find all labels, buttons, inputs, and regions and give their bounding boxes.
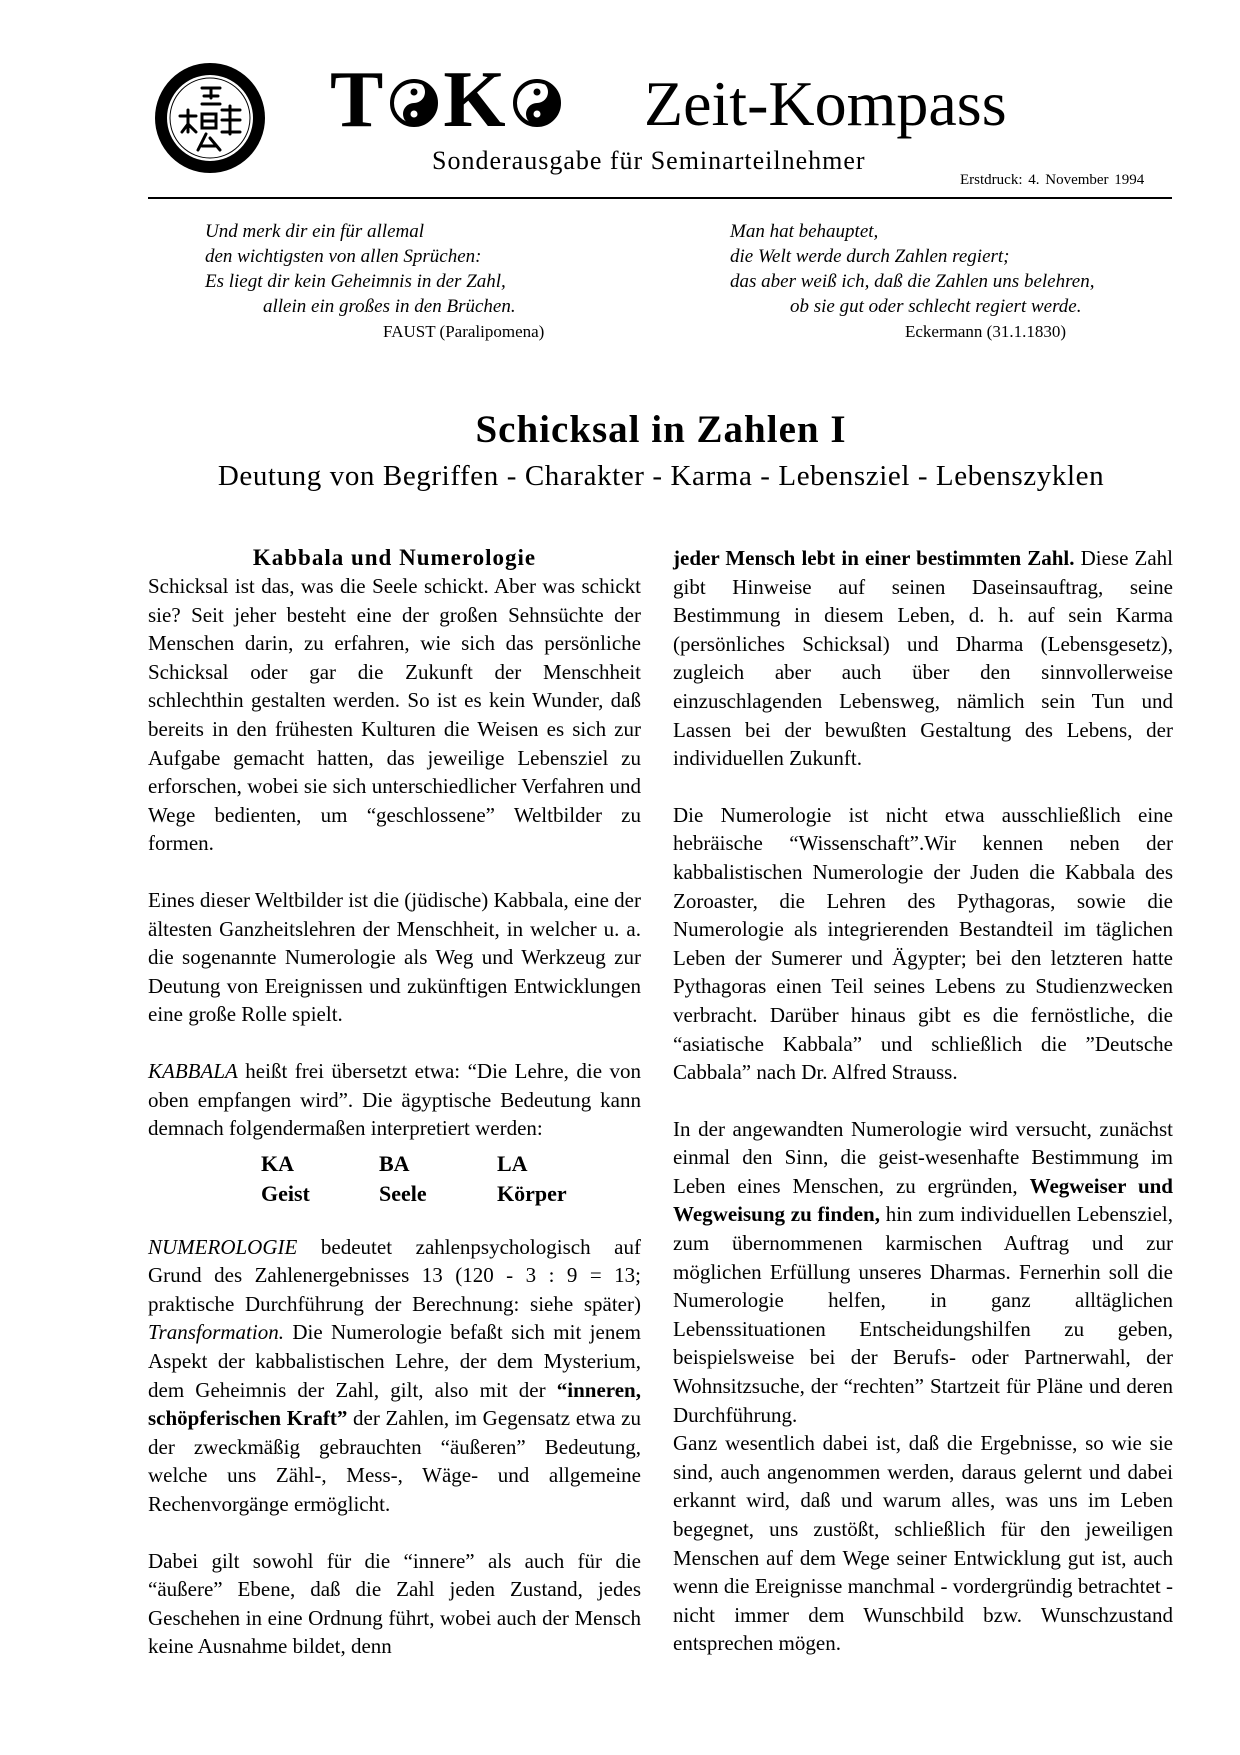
- kabbala-table: [261, 1149, 615, 1209]
- paragraph-text: der Zahlen, im Gegensatz etwa zu der zweckmäßig gebrauchten “äußeren” Bedeutung, welche uns Zähl-, Mess-, Wäge- und allgemeine Rechenvorgänge ermöglicht.: [148, 1406, 641, 1517]
- paragraph: Dabei gilt sowohl für die “innere” als auch für die “äußere” Ebene, daß die Zahl jeden Zustand, jedes Geschehen in eine Ordnung führt, wobei auch der Mensch keine Ausnahme bildet, denn: [148, 1548, 641, 1659]
- table-cell: Körper: [497, 1180, 567, 1206]
- paragraph-text: bedeutet zahlenpsychologisch auf Grund des Zahlenergebnisses 13 (120 - 3 : 9 = 13; praktische Durchführung der Berechnung: siehe später): [148, 1234, 641, 1316]
- paragraph-text: hin zum individuellen Lebensziel, zum übernommenen karmischen Auftrag und zur möglichen Erfüllung unseres Dharmas. Fernerhin soll die Numerologie helfen, in ganz alltäglichen Lebenssituationen Entscheidungshilfen zu geben, beispielsweise bei der Berufs- oder Partnerwahl, der Wohnsitzsuche, der “rechten” Startzeit für Pläne und deren Durchführung.: [673, 1202, 1173, 1427]
- yin-yang-icon: [512, 78, 562, 128]
- paragraph: [673, 1115, 1173, 1430]
- term-transformation: Transformation.: [148, 1320, 284, 1345]
- quote-line: die Welt werde durch Zahlen regiert;: [730, 246, 1010, 267]
- table-cell: Geist: [261, 1180, 310, 1206]
- quote-faust: [205, 219, 645, 344]
- paragraph-text: Diese Zahl gibt Hinweise auf seinen Daseinsauftrag, seine Bestimmung in diesem Leben, d. h. auf sein Karma (persönliches Schicksal) und Dharma (Lebensgesetz), zugleich aber auch über den sinnvollerweise einzuschlagenden Lebensweg, nämlich sein Tun und Lassen bei der bewußten Gestaltung des Lebens, der individuellen Zukunft.: [673, 546, 1174, 771]
- paragraph: Eines dieser Weltbilder ist die (jüdische) Kabbala, eine der ältesten Ganzheitslehren der Menschheit, in welcher u. a. die sogenannte Numerologie als Weg und Werkzeug zur Deutung von Ereignissen und zukünftigen Entwicklungen eine große Rolle spielt.: [148, 887, 641, 1027]
- table-cell: BA: [379, 1150, 410, 1176]
- brand-logotype: [330, 56, 566, 144]
- paragraph: [148, 1233, 641, 1519]
- article-subtitle: Deutung von Begriffen - Charakter - Karma - Lebensziel - Lebenszyklen: [217, 460, 1105, 492]
- paragraph-text: Die Numerologie befaßt sich mit jenem Aspekt der kabbalistischen Lehre, der dem Mysterium, dem Geheimnis der Zahl, gilt, also mit der: [148, 1320, 641, 1402]
- paragraph-text: In der angewandten Numerologie wird versucht, zunächst einmal den Sinn, die geist-wesenhafte Bestimmung im Leben eines Menschen, zu ergründen,: [673, 1116, 1173, 1198]
- quote-line: ob sie gut oder schlecht regiert werde.: [790, 296, 1082, 317]
- paragraph-text: heißt frei übersetzt etwa: “Die Lehre, die von oben empfangen wird”. Die ägyptische Bedeutung kann demnach folgendermaßen interpretiert werden:: [148, 1058, 641, 1141]
- article-title: Schicksal in Zahlen I: [475, 408, 847, 451]
- paragraph: Schicksal ist das, was die Seele schickt. Aber was schickt sie? Seit jeher besteht eine der großen Sehnsüchte der Menschen darin, zu erfahren, wie sich das persönliche Schicksal oder gar die Zukunft der Menschheit schlechthin gestalten werden. So ist es kein Wunder, daß bereits in den frühesten Kulturen die Weisen es sich zur Aufgabe gemacht hatten, das jeweilige Lebensziel zu erforschen, wobei sie sich unterschiedlicher Verfahren und Wege bedienten, um “geschlossene” Weltbilder zu formen.: [148, 574, 641, 856]
- section-heading: Kabbala und Numerologie: [252, 545, 537, 570]
- paragraph: [673, 544, 1173, 773]
- brand-letter-t: T: [330, 56, 386, 144]
- table-row: [261, 1149, 615, 1179]
- right-column: [673, 544, 1173, 1658]
- yin-yang-icon: [389, 78, 439, 128]
- table-cell: KA: [261, 1150, 294, 1176]
- quote-source: FAUST (Paralipomena): [383, 322, 545, 341]
- brand-letter-k: K: [443, 56, 508, 144]
- header-divider: [148, 197, 1172, 199]
- table-row: [261, 1179, 615, 1209]
- masthead-title: Zeit-Kompass: [644, 68, 1007, 139]
- table-cell: Seele: [379, 1180, 427, 1206]
- left-column: [148, 544, 641, 1661]
- emphasis: Wegweiser und Wegweisung zu finden,: [673, 1173, 1173, 1227]
- paragraph: [148, 1057, 641, 1143]
- term-kabbala: KABBALA: [148, 1058, 238, 1083]
- table-cell: LA: [497, 1150, 528, 1176]
- quote-line: das aber weiß ich, daß die Zahlen uns belehren,: [730, 271, 1095, 292]
- quote-source: Eckermann (31.1.1830): [905, 322, 1066, 341]
- emphasis: “inneren, schöpferischen Kraft”: [148, 1377, 641, 1431]
- masthead-subtitle: Sonderausgabe für Seminarteilnehmer: [432, 146, 866, 175]
- quote-line: Und merk dir ein für allemal: [205, 221, 425, 242]
- emphasis: jeder Mensch lebt in einer bestimmten Zahl.: [673, 546, 1075, 570]
- seal-logo: [150, 58, 270, 178]
- quote-line: Es liegt dir kein Geheimnis in der Zahl,: [205, 271, 506, 292]
- print-date: Erstdruck: 4. November 1994: [960, 172, 1145, 188]
- quote-line: Man hat behauptet,: [730, 221, 879, 242]
- term-numerologie: NUMEROLOGIE: [148, 1234, 298, 1259]
- paragraph: Ganz wesentlich dabei ist, daß die Ergebnisse, so wie sie sind, auch angenommen werden, daraus gelernt und dabei erkannt wird, daß und warum alles, was uns im Leben begegnet, uns zustößt, schließlich für den jeweiligen Menschen auf dem Wege seiner Entwicklung gut ist, auch wenn die Ereignisse manchmal - vordergründig betrachtet - nicht immer dem Wunschbild bzw. Wunschzustand entsprechen mögen.: [673, 1431, 1173, 1656]
- paragraph: Die Numerologie ist nicht etwa ausschließlich eine hebräische “Wissenschaft”.Wir kennen neben der kabbalistischen Numerologie der Juden die Kabbala des Zoroaster, die Lehren des Pythagoras, sowie die Numerologie als integrierenden Bestandteil im täglichen Leben der Sumerer und Ägypter; bei den letzteren hatte Pythagoras einen Teil seines Lebens zu Studienzwecken verbracht. Darüber hinaus gibt es die fernöstliche, die “asiatische Kabbala” und schließlich die ”Deutsche Cabbala” nach Dr. Alfred Strauss.: [673, 802, 1173, 1085]
- quote-line: allein ein großes in den Brüchen.: [263, 296, 516, 317]
- quote-line: den wichtigsten von allen Sprüchen:: [205, 246, 482, 267]
- masthead: [330, 52, 1030, 142]
- quote-eckermann: [730, 219, 1170, 344]
